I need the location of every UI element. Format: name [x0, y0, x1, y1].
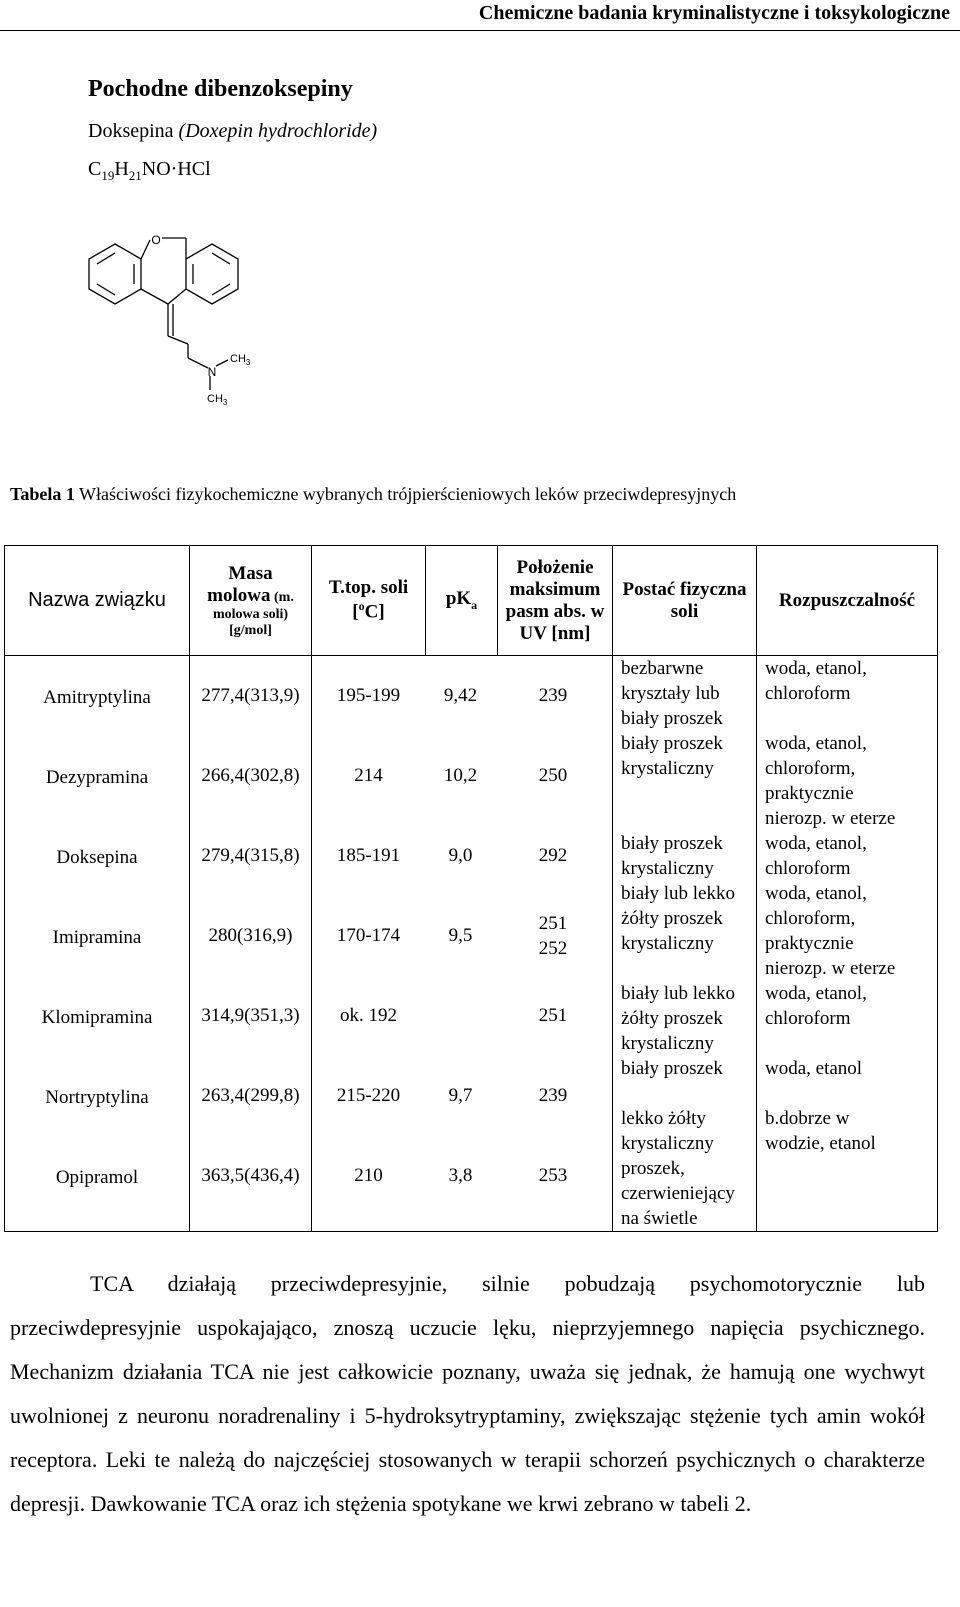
uv-value: 292 — [538, 845, 568, 866]
names-column — [5, 656, 190, 1232]
uv-value: 239 — [538, 685, 568, 706]
methyl-label: $CH_3$ — [230, 353, 251, 367]
table-header-row — [5, 546, 938, 656]
pka-value: 9,5 — [448, 925, 473, 946]
form-line: biały proszek — [621, 1058, 723, 1079]
drug-name: Doksepina — [88, 120, 174, 142]
form-line: biały proszek — [621, 733, 723, 754]
solubility-line: nierozp. w eterze — [765, 808, 896, 829]
compound-name: Opipramol — [55, 1167, 139, 1188]
form-line: kryształy lub — [621, 683, 720, 704]
mass-value: 280 (316,9) — [208, 925, 293, 946]
solubility-line — [757, 706, 937, 731]
uv-value: 253 — [538, 1165, 568, 1186]
form-line: krystaliczny — [621, 933, 714, 954]
form-line: bezbarwne — [621, 658, 704, 679]
mass-value: 314,9 (351,3) — [201, 1005, 300, 1026]
form-line — [613, 781, 756, 806]
compound-name: Klomipramina — [41, 1007, 153, 1028]
solubility-line: praktycznie — [765, 933, 854, 954]
uv-value: 251 — [538, 1005, 568, 1026]
solubility-line: chloroform — [765, 683, 851, 704]
melting-point: 185-191 — [336, 845, 401, 866]
header-melting-point: T.top. soli [$^o$C] — [312, 546, 426, 656]
pka-value: 10,2 — [443, 765, 478, 786]
nitrogen-label: N — [207, 365, 217, 379]
mass-value: 363,5 (436,4) — [201, 1165, 300, 1186]
running-title: Chemiczne badania kryminalistyczne i toksykologiczne — [478, 2, 950, 24]
header-uv: Położenie maksimum pasm abs. w UV [nm] — [498, 546, 613, 656]
header-solubility: Rozpuszczalność — [757, 546, 938, 656]
data-row — [312, 656, 612, 736]
pka-value: 9,7 — [448, 1085, 473, 1106]
form-line: krystaliczny — [621, 858, 714, 879]
paragraph-text: TCA działają przeciwdepresyjnie, silnie pobudzają psychomotorycznie lub przeciwdepresyjnie uspokajająco, znoszą uczucie lęku, nieprzyjemnego napięcia psychicznego. Mechanizm działania TCA nie jest całkowicie poznany, uważa się jednak, że hamują one wychwyt uwolnionej z neuronu noradrenaliny i 5-hydroksytryptaminy, zwiększając stężenie tych amin wokół receptora. Leki te należą do najczęściej stosowanych w terapii schorzeń psychicznych o charakterze depresji. Dawkowanie TCA oraz ich stężenia spotykane we krwi zebrano w tabeli 2. — [10, 1271, 925, 1516]
form-line: krystaliczny — [621, 1133, 714, 1154]
form-line: proszek, — [621, 1158, 685, 1179]
solubility-line: nierozp. w eterze — [765, 958, 896, 979]
drug-name-line — [88, 120, 377, 143]
solubility-line: chloroform, — [765, 758, 856, 779]
melting-point: 195-199 — [336, 685, 401, 706]
pka-value: 3,8 — [448, 1165, 473, 1186]
drug-name-en: (Doxepin hydrochloride) — [178, 120, 378, 142]
form-line: biały proszek — [621, 833, 723, 854]
data-row — [312, 816, 612, 896]
solubility-line: woda, etanol, — [765, 883, 867, 904]
melting-point: 215-220 — [336, 1085, 401, 1106]
mass-value: 279,4 (315,8) — [201, 845, 300, 866]
compound-name: Dezypramina — [45, 767, 149, 788]
solubility-line: b.dobrze w — [765, 1108, 850, 1129]
solubility-line: woda, etanol, — [765, 983, 867, 1004]
header-mass: Masa molowa (m. molowa soli) [g/mol] — [190, 546, 312, 656]
mp-pka-uv-columns — [312, 656, 613, 1232]
pka-value: 9,0 — [448, 845, 473, 866]
header-pka: $pK_a$ — [426, 546, 498, 656]
mass-value: 263,4 (299,8) — [201, 1085, 300, 1106]
melting-point: ok. 192 — [340, 1005, 397, 1026]
melting-point: 214 — [354, 765, 383, 786]
body-paragraph — [10, 1262, 925, 1526]
solubility-line: wodzie, etanol — [765, 1133, 876, 1154]
form-line — [613, 806, 756, 831]
data-row — [312, 976, 612, 1056]
mass-value: 266,4 (302,8) — [201, 765, 300, 786]
uv-value: 239 — [538, 1085, 568, 1106]
running-header — [0, 0, 960, 31]
melting-point: 170-174 — [336, 925, 401, 946]
solubility-line — [757, 1031, 937, 1056]
form-line: lekko żółty — [621, 1108, 706, 1129]
form-line: czerwieniejący — [621, 1183, 735, 1204]
compound-name: Imipramina — [52, 927, 142, 948]
solubility-line: woda, etanol, — [765, 733, 867, 754]
compound-name: Amitryptylina — [43, 687, 151, 708]
properties-table — [4, 545, 938, 1232]
data-row — [312, 896, 612, 976]
doxepin-structure — [70, 220, 290, 420]
methyl-label: $CH_3$ — [207, 393, 228, 407]
form-line: biały lub lekko — [621, 983, 735, 1004]
section-title: Pochodne dibenzoksepiny — [88, 76, 353, 102]
form-line: żółty proszek — [621, 1008, 723, 1029]
form-line: na świetle — [621, 1208, 698, 1229]
form-line — [613, 1081, 756, 1106]
solubility-column — [757, 656, 938, 1232]
solubility-line: chloroform — [765, 858, 851, 879]
table-body-row — [5, 656, 938, 1232]
solubility-line: chloroform, — [765, 908, 856, 929]
solubility-line: woda, etanol — [765, 1058, 863, 1079]
solubility-line: praktycznie — [765, 783, 854, 804]
solubility-line: chloroform — [765, 1008, 851, 1029]
header-name: Nazwa związku — [5, 546, 190, 656]
solubility-line: woda, etanol, — [765, 658, 867, 679]
solubility-line: woda, etanol, — [765, 833, 867, 854]
pka-value: 9,42 — [443, 685, 478, 706]
form-line: krystaliczny — [621, 758, 714, 779]
compound-name: Doksepina — [56, 847, 138, 868]
uv-value: 250 — [538, 765, 568, 786]
uv-value: 251 252 — [538, 913, 568, 959]
table-caption: Tabela 1 Właściwości fizykochemiczne wybranych trójpierścieniowych leków przeciwdepresyjnych — [10, 484, 737, 504]
mass-column — [190, 656, 312, 1232]
data-row — [312, 1136, 612, 1216]
data-row — [312, 736, 612, 816]
solubility-line — [757, 1081, 937, 1106]
data-row — [312, 1056, 612, 1136]
form-line: biały lub lekko — [621, 883, 735, 904]
form-line: żółty proszek — [621, 908, 723, 929]
melting-point: 210 — [354, 1165, 383, 1186]
molecular-formula: $C_{19}H_{21}NO\cdot HCl$ — [88, 158, 211, 183]
compound-name: Nortryptylina — [45, 1087, 149, 1108]
form-line — [613, 956, 756, 981]
form-column — [613, 656, 757, 1232]
form-line: biały proszek — [621, 708, 723, 729]
form-line: krystaliczny — [621, 1033, 714, 1054]
mass-value: 277,4 (313,9) — [201, 685, 300, 706]
oxygen-label: O — [151, 233, 161, 247]
header-form: Postać fizyczna soli — [613, 546, 757, 656]
